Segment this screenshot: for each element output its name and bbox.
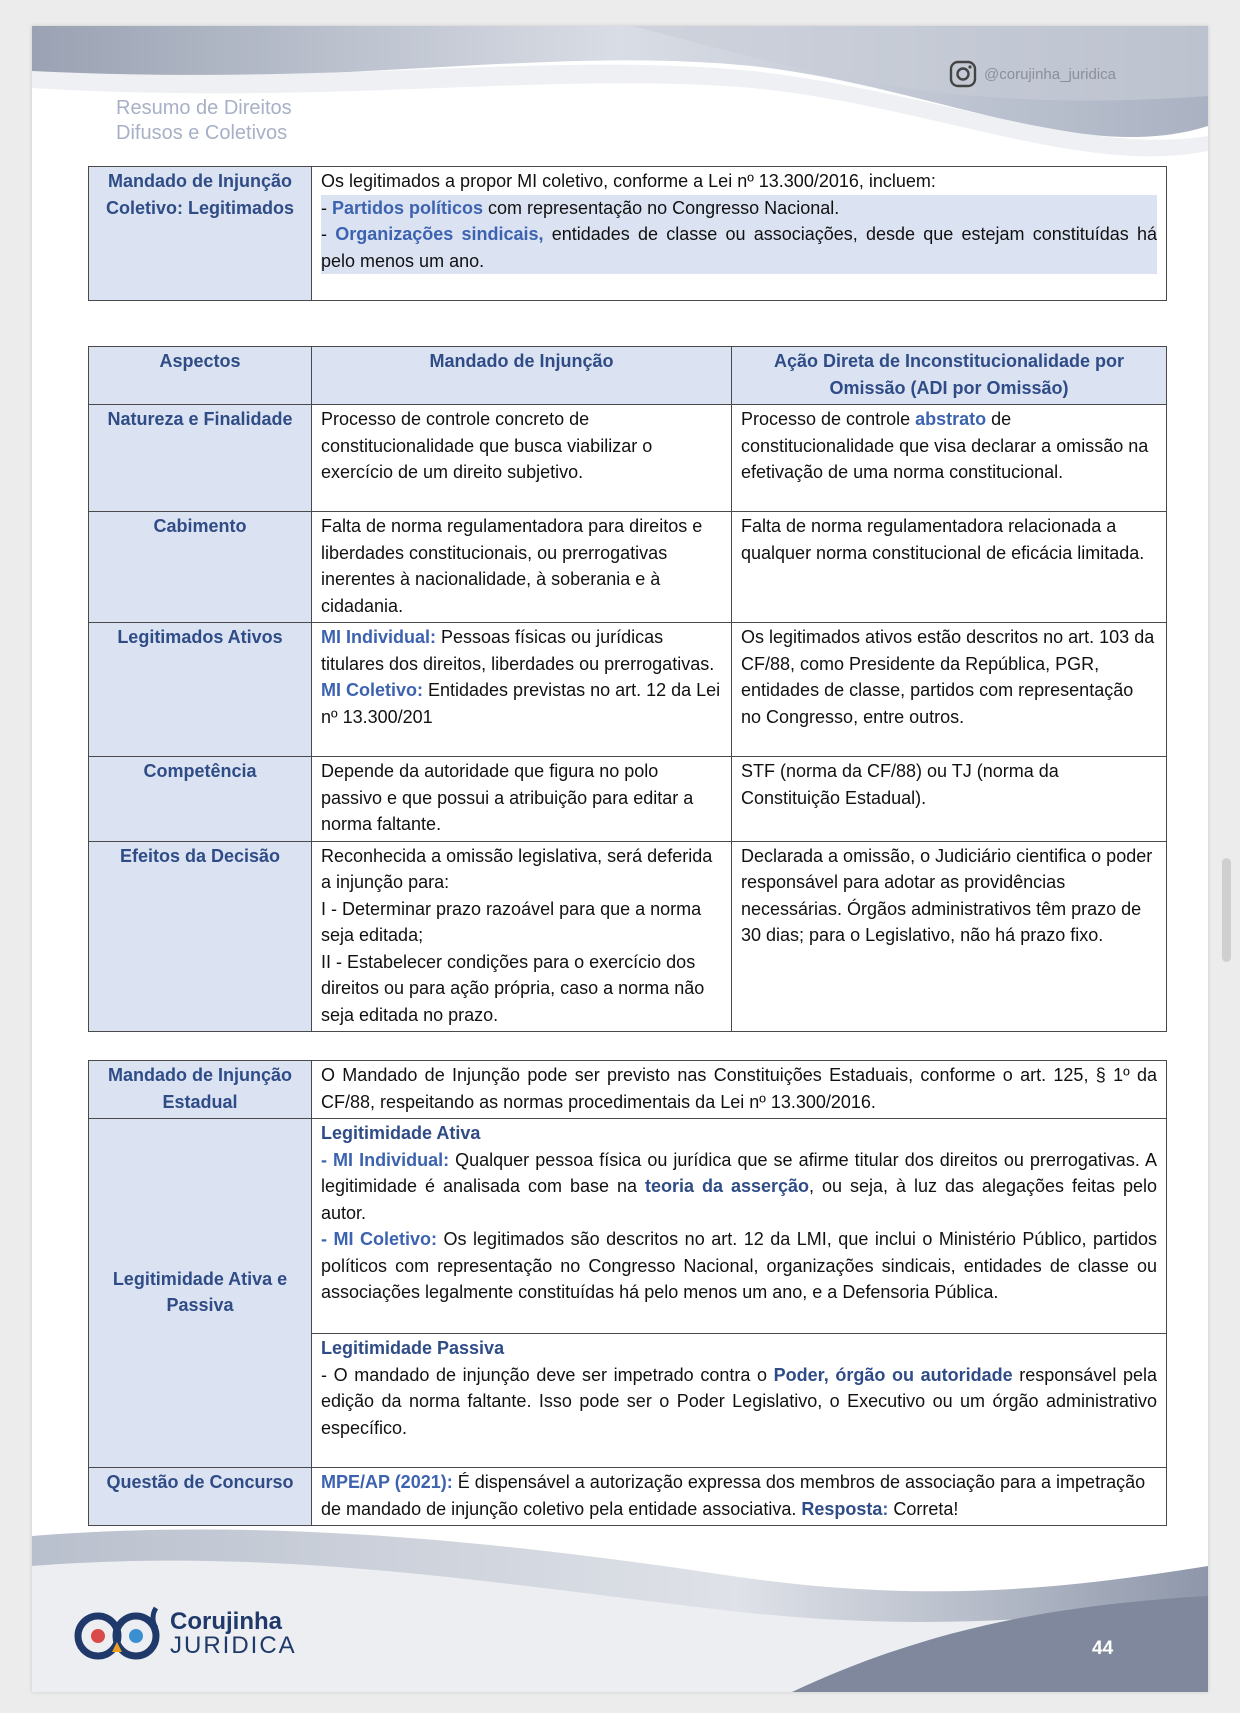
cell-adi: Os legitimados ativos estão descritos no art. 103 da CF/88, como Presidente da República, PGR, entidades de classe, partidos com representação no Congresso, entre outros.	[732, 623, 1167, 757]
highlight: Poder, órgão ou autoridade	[773, 1364, 1013, 1385]
row-content-ativa	[312, 1119, 1167, 1334]
corujinha-logo	[68, 1602, 297, 1666]
instagram-handle-text: @corujinha_juridica	[984, 65, 1116, 83]
cell-mi: Falta de norma regulamentadora para direitos e liberdades constitucionais, ou prerrogativas inerentes à nacionalidade, à soberania e à cidadania.	[312, 512, 732, 623]
mi-coletivo-legitimados-table	[88, 166, 1167, 301]
table-row	[89, 1119, 1167, 1334]
row-label: Legitimados Ativos	[89, 623, 312, 757]
row-label: Natureza e Finalidade	[89, 405, 312, 512]
row-label: Mandado de Injunção Coletivo: Legitimados	[89, 167, 312, 301]
row-content-passiva: Legitimidade Passiva - O mandado de injunção deve ser impetrado contra o Poder, órgão ou autoridade responsável pela edição da norma faltante. Isso pode ser o Poder Legislativo, o Executivo ou um órgão administrativo específico.	[312, 1334, 1167, 1468]
cell-adi: Processo de controle abstrato de constitucionalidade que visa declarar a omissão na efetivação de uma norma constitucional.	[732, 405, 1167, 512]
section-title: Legitimidade Passiva	[321, 1338, 505, 1358]
row-label: Legitimidade Ativa e Passiva	[89, 1119, 312, 1468]
list-item: - Partidos políticos com representação no Congresso Nacional.	[321, 195, 1157, 222]
row-label: Cabimento	[89, 512, 312, 623]
column-header-aspects: Aspectos	[89, 347, 312, 405]
section-title: Legitimidade Ativa	[321, 1123, 481, 1143]
document-title-line2: Difusos e Coletivos	[116, 122, 288, 144]
list-item: - MI Coletivo: Os legitimados são descritos no art. 12 da LMI, que inclui o Ministério Público, partidos políticos com representação no Congresso Nacional, organizações sindicais, entidades de classe ou associações legalmente constituídas há pelo menos um ano, e a Defensoria Pública.	[321, 1229, 1158, 1302]
list-item: - MI Individual: Qualquer pessoa física ou jurídica que se afirme titular dos direitos ou prerrogativas. A legitimidade é analisada com base na teoria da asserção, ou seja, à luz das alegações feitas pelo autor.	[321, 1149, 1157, 1223]
table-row	[89, 167, 1167, 301]
logo-text-line2: JURIDICA	[170, 1632, 297, 1659]
row-content	[312, 167, 1167, 301]
cell-mi: Reconhecida a omissão legislativa, será deferida a injunção para: I - Determinar prazo razoável para que a norma seja editada; II - Estabelecer condições para o exercício dos direitos ou para ação própria, caso a norma não seja editada no prazo.	[312, 841, 732, 1032]
mi-estadual-table	[88, 1060, 1167, 1526]
table-row	[89, 1061, 1167, 1119]
column-header-adi: Ação Direta de Inconstitucionalidade por Omissão (ADI por Omissão)	[732, 347, 1167, 405]
cell-mi: Processo de controle concreto de constitucionalidade que busca viabilizar o exercício de um direito subjetivo.	[312, 405, 732, 512]
cell-adi: STF (norma da CF/88) ou TJ (norma da Constituição Estadual).	[732, 757, 1167, 842]
table-row	[89, 512, 1167, 623]
table-row	[89, 757, 1167, 842]
table-header-row	[89, 347, 1167, 405]
table-row	[89, 841, 1167, 1032]
page-number: 44	[1092, 1638, 1114, 1659]
cell-adi: Declarada a omissão, o Judiciário cientifica o poder responsável para adotar as providências necessárias. Órgãos administrativos têm prazo de 30 dias; para o Legislativo, não há prazo fixo.	[732, 841, 1167, 1032]
table-row	[89, 405, 1167, 512]
highlight: Organizações sindicais,	[335, 224, 544, 244]
highlight: teoria da asserção	[645, 1176, 810, 1196]
row-label: Mandado de Injunção Estadual	[89, 1061, 312, 1119]
highlight: abstrato	[915, 409, 987, 429]
highlight: MPE/AP (2021)	[321, 1472, 447, 1492]
document-page	[32, 26, 1208, 1692]
answer-label: Resposta	[801, 1498, 883, 1519]
row-label: Competência	[89, 757, 312, 842]
vertical-scrollbar-thumb[interactable]	[1222, 858, 1231, 962]
document-title	[116, 96, 396, 146]
row-content: O Mandado de Injunção pode ser previsto nas Constituições Estaduais, conforme o art. 125, § 1º da CF/88, respeitando as normas procedimentais da Lei nº 13.300/2016.	[312, 1061, 1167, 1119]
logo-text-line1: Corujinha	[170, 1608, 282, 1635]
table-row	[89, 1468, 1167, 1526]
cell-mi: Depende da autoridade que figura no polo passivo e que possui a atribuição para editar a norma faltante.	[312, 757, 732, 842]
table-row	[89, 623, 1167, 757]
comparison-table	[88, 346, 1167, 1032]
column-header-mi: Mandado de Injunção	[312, 347, 732, 405]
cell-adi: Falta de norma regulamentadora relacionada a qualquer norma constitucional de eficácia limitada.	[732, 512, 1167, 623]
intro-text: Os legitimados a propor MI coletivo, conforme a Lei nº 13.300/2016, incluem:	[321, 171, 936, 191]
cell-mi: MI Individual: Pessoas físicas ou jurídicas titulares dos direitos, liberdades ou prerrogativas. MI Coletivo: Entidades previstas no art. 12 da Lei nº 13.300/201	[312, 623, 732, 757]
highlight: MI Individual:	[321, 627, 436, 647]
instagram-icon	[948, 59, 978, 89]
row-label: Questão de Concurso	[89, 1468, 312, 1526]
highlight: Partidos políticos	[332, 197, 484, 218]
row-content: MPE/AP (2021): É dispensável a autorização expressa dos membros de associação para a impetração de mandado de injunção coletivo pela entidade associativa. Resposta: Correta!	[312, 1468, 1167, 1526]
row-label: Efeitos da Decisão	[89, 841, 312, 1032]
list-item: - Organizações sindicais, entidades de classe ou associações, desde que estejam constituídas há pelo menos um ano.	[321, 221, 1157, 274]
document-title-line1: Resumo de Direitos	[116, 97, 292, 119]
owl-logo-icon	[68, 1602, 168, 1666]
highlight: MI Coletivo:	[321, 680, 423, 700]
instagram-handle	[948, 59, 1116, 89]
